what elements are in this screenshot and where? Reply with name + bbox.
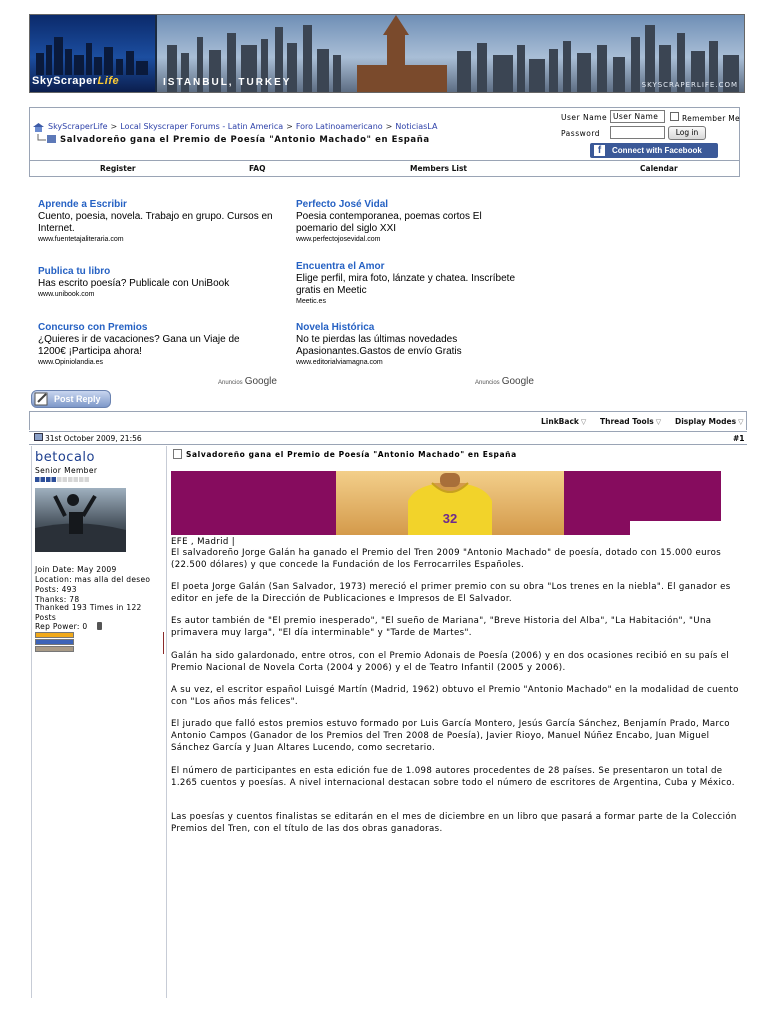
logo-accent-text: Life: [97, 75, 120, 87]
breadcrumb-separator: >: [110, 122, 118, 131]
username-input[interactable]: User Name: [610, 110, 665, 123]
reputation-pip: [41, 477, 46, 482]
ad-title[interactable]: Perfecto José Vidal: [296, 199, 389, 210]
logo-main-text: SkyScraper: [32, 75, 98, 87]
reputation-pip: [57, 477, 62, 482]
ad-jersey-number: 32: [442, 511, 458, 526]
ad-url[interactable]: Meetic.es: [296, 298, 326, 305]
facebook-connect-button[interactable]: Connect with Facebook: [590, 143, 718, 158]
adsense-label[interactable]: [218, 376, 277, 387]
reputation-pips: [35, 477, 91, 483]
forum-home-icon[interactable]: [33, 123, 44, 132]
nav-members-list[interactable]: Members List: [410, 164, 467, 173]
breadcrumb-separator: >: [385, 122, 393, 131]
reputation-pip: [35, 477, 40, 482]
reputation-pip: [79, 477, 84, 482]
text-ad[interactable]: [296, 261, 541, 305]
ad-description: Has escrito poesía? Publicale con UniBook: [38, 278, 230, 289]
display-modes-label: Display Modes: [675, 417, 737, 426]
ad-title[interactable]: Encuentra el Amor: [296, 261, 385, 272]
reputation-pip: [68, 477, 73, 482]
adsense-prefix: Anuncios: [475, 380, 500, 386]
site-url-label: SKYSCRAPERLIFE.COM: [641, 81, 738, 89]
breadcrumb-noticiasla[interactable]: NoticiasLA: [395, 122, 438, 131]
post-number[interactable]: #1: [733, 434, 745, 443]
reputation-pip: [52, 477, 57, 482]
text-ad[interactable]: [38, 322, 270, 366]
user-thanked: Thanked 193 Times in 122 Posts: [35, 603, 142, 622]
breadcrumb-separator: >: [286, 122, 293, 131]
chevron-down-icon: ▽: [738, 418, 744, 426]
reputation-pip: [63, 477, 68, 482]
breadcrumb-home[interactable]: SkyScraperLife: [48, 122, 108, 131]
avatar[interactable]: [35, 488, 126, 552]
post-reply-icon: [34, 392, 50, 406]
navbar-divider: [29, 160, 740, 161]
logo-skyline-graphic: [30, 33, 155, 75]
nav-register[interactable]: Register: [100, 164, 136, 173]
ad-title[interactable]: Aprende a Escribir: [38, 199, 127, 210]
display-modes-menu[interactable]: [675, 417, 743, 426]
user-badge-orange: [35, 632, 74, 638]
ad-description: No te pierdas las últimas novedades Apasionantes.Gastos de envío Gratis: [296, 334, 462, 357]
ad-url[interactable]: www.fuentetajaliteraria.com: [38, 236, 124, 243]
site-logo[interactable]: [30, 15, 155, 92]
thread-arrow-icon: [37, 134, 57, 144]
username-link[interactable]: betocalo: [35, 450, 95, 465]
reputation-pip: [46, 477, 51, 482]
ad-url[interactable]: www.Opiniolandia.es: [38, 359, 103, 366]
post-title-icon: [173, 449, 182, 459]
text-ad[interactable]: [38, 266, 283, 298]
ad-photo: [336, 471, 564, 535]
text-ad[interactable]: [296, 322, 526, 366]
ad-url[interactable]: www.perfectojosevidal.com: [296, 236, 381, 243]
post-paragraph: Las poesías y cuentos finalistas se editarán en el mes de diciembre en un libro que pasará a formar parte de la Colección Premios del Tren, con el título de las dos obras ganadoras.: [171, 812, 737, 834]
badge-divider: [163, 632, 164, 654]
rep-power-icon: [97, 622, 102, 630]
post-title: Salvadoreño gana el Premio de Poesía "Antonio Machado" en España: [186, 450, 517, 459]
breadcrumb-foro[interactable]: Foro Latinoamericano: [295, 122, 383, 131]
linkback-menu[interactable]: [541, 417, 586, 426]
linkback-label: LinkBack: [541, 417, 579, 426]
ad-description: ¿Quieres ir de vacaciones? Gana un Viaje de 1200€ ¡Participa ahora!: [38, 334, 240, 357]
facebook-icon: f: [594, 145, 605, 156]
password-input[interactable]: [610, 126, 665, 139]
chevron-down-icon: ▽: [580, 418, 587, 426]
adsense-brand: Google: [501, 376, 534, 387]
ad-player-graphic: [336, 471, 564, 535]
ad-url[interactable]: www.unibook.com: [38, 291, 95, 298]
post-paragraph: El poeta Jorge Galán (San Salvador, 1973) mereció el primer premio con su obra "Los trenes en la niebla". El ganador es editor en jefe de la Dirección de Publicaciones e Impresos de El Salvador.: [171, 582, 731, 604]
ad-banner-corner: [630, 521, 721, 535]
user-thanks: Thanks: 78: [35, 595, 80, 604]
post-reply-button[interactable]: Post Reply: [31, 390, 111, 408]
site-banner[interactable]: [29, 14, 745, 93]
post-status-icon: [34, 433, 43, 441]
post-paragraph: Galán ha sido galardonado, entre otros, con el Premio Adonais de Poesía (2006) y en dos ocasiones recibió en su país el Premio Nacional de Novela Corta (2004 y 2006) y el de Teatro Infantil (2005 y 2006).: [171, 651, 730, 673]
ad-description: Poesia contemporanea, poemas cortos El poemario del siglo XXI: [296, 211, 482, 234]
nav-faq[interactable]: FAQ: [249, 164, 266, 173]
breadcrumb-latin-america[interactable]: Local Skyscraper Forums - Latin America: [120, 122, 284, 131]
post-paragraph: Es autor también de "El premio inesperado", "El sueño de Mariana", "Breve Historia del Alba", "La Habitación", "Una primavera muy larga", "El día interminable" y "Tarde de Martes".: [171, 616, 712, 638]
user-post-count: Posts: 493: [35, 585, 77, 594]
user-badge-blue: [35, 639, 74, 645]
thread-tools-label: Thread Tools: [600, 417, 654, 426]
user-location: Location: mas alla del deseo: [35, 575, 151, 584]
text-ad[interactable]: [38, 199, 283, 243]
adsense-brand: Google: [244, 376, 277, 387]
post-left-border: [31, 446, 32, 998]
post-paragraph: EFE , Madrid |: [171, 537, 236, 547]
thread-tools-menu[interactable]: [600, 417, 661, 426]
chevron-down-icon: ▽: [655, 418, 662, 426]
remember-me-checkbox[interactable]: [670, 112, 679, 121]
logo-wordmark: [32, 75, 153, 89]
nav-calendar[interactable]: Calendar: [640, 164, 678, 173]
user-title: Senior Member: [35, 466, 98, 475]
reputation-pip: [74, 477, 79, 482]
text-ad[interactable]: [296, 199, 526, 243]
ad-description: Elige perfil, mira foto, lánzate y chatea. Inscríbete gratis en Meetic: [296, 273, 515, 296]
post-paragraph: El salvadoreño Jorge Galán ha ganado el Premio del Tren 2009 "Antonio Machado" de poesía, dotado con 15.000 euros (22.500 dólares) y que concede la Fundación de los Ferrocarriles Españoles.: [171, 548, 722, 570]
ad-title[interactable]: Concurso con Premios: [38, 322, 148, 333]
adsense-label[interactable]: [475, 376, 534, 387]
user-badge-gray: [35, 646, 74, 652]
post-paragraph: El jurado que falló estos premios estuvo formado por Luis García Montero, Jesús García Sánchez, Benjamín Prado, Marco Antonio Campos (Ganador de los Premios del Tren 2008 de Poesía), Javier Rioyo, Manuel Núñez Encabo, Juan Miguel Sánchez García y Juan Altares Lucendo, como secretario.: [171, 719, 730, 753]
ad-url[interactable]: www.editorialviamagna.com: [296, 359, 383, 366]
remember-me-label[interactable]: Remember Me: [682, 114, 740, 123]
post-date: 31st October 2009, 21:56: [45, 434, 142, 443]
ad-title[interactable]: Publica tu libro: [38, 266, 111, 277]
adsense-prefix: Anuncios: [218, 380, 243, 386]
ad-description: Cuento, poesia, novela. Trabajo en grupo. Cursos en Internet.: [38, 211, 273, 234]
city-label: ISTANBUL, TURKEY: [163, 77, 292, 88]
user-column-divider: [166, 446, 167, 998]
thread-title: Salvadoreño gana el Premio de Poesía "Antonio Machado" en España: [60, 135, 430, 145]
username-label: User Name: [561, 113, 608, 122]
ad-title[interactable]: Novela Histórica: [296, 322, 375, 333]
avatar-silhouette: [35, 488, 126, 552]
breadcrumb: [48, 122, 437, 131]
user-join-date: Join Date: May 2009: [35, 565, 117, 574]
login-button[interactable]: Log in: [668, 126, 706, 140]
reputation-pip: [85, 477, 90, 482]
post-paragraph: A su vez, el escritor español Luisgé Martín (Madrid, 1962) obtuvo el Premio "Antonio Machado" en la modalidad de cuento con "Los años más felices".: [171, 685, 739, 707]
city-panorama: [157, 15, 744, 92]
password-label: Password: [561, 129, 601, 138]
user-rep-power: Rep Power: 0: [35, 622, 88, 631]
post-paragraph: El número de participantes en esta edición fue de 1.098 autores procedentes de 28 países. Se presentaron un total de 1.265 cuentos y poesías. A nivel internacional destacan sobre todo el número de escritores de Argentina, Cuba y México.: [171, 766, 735, 788]
